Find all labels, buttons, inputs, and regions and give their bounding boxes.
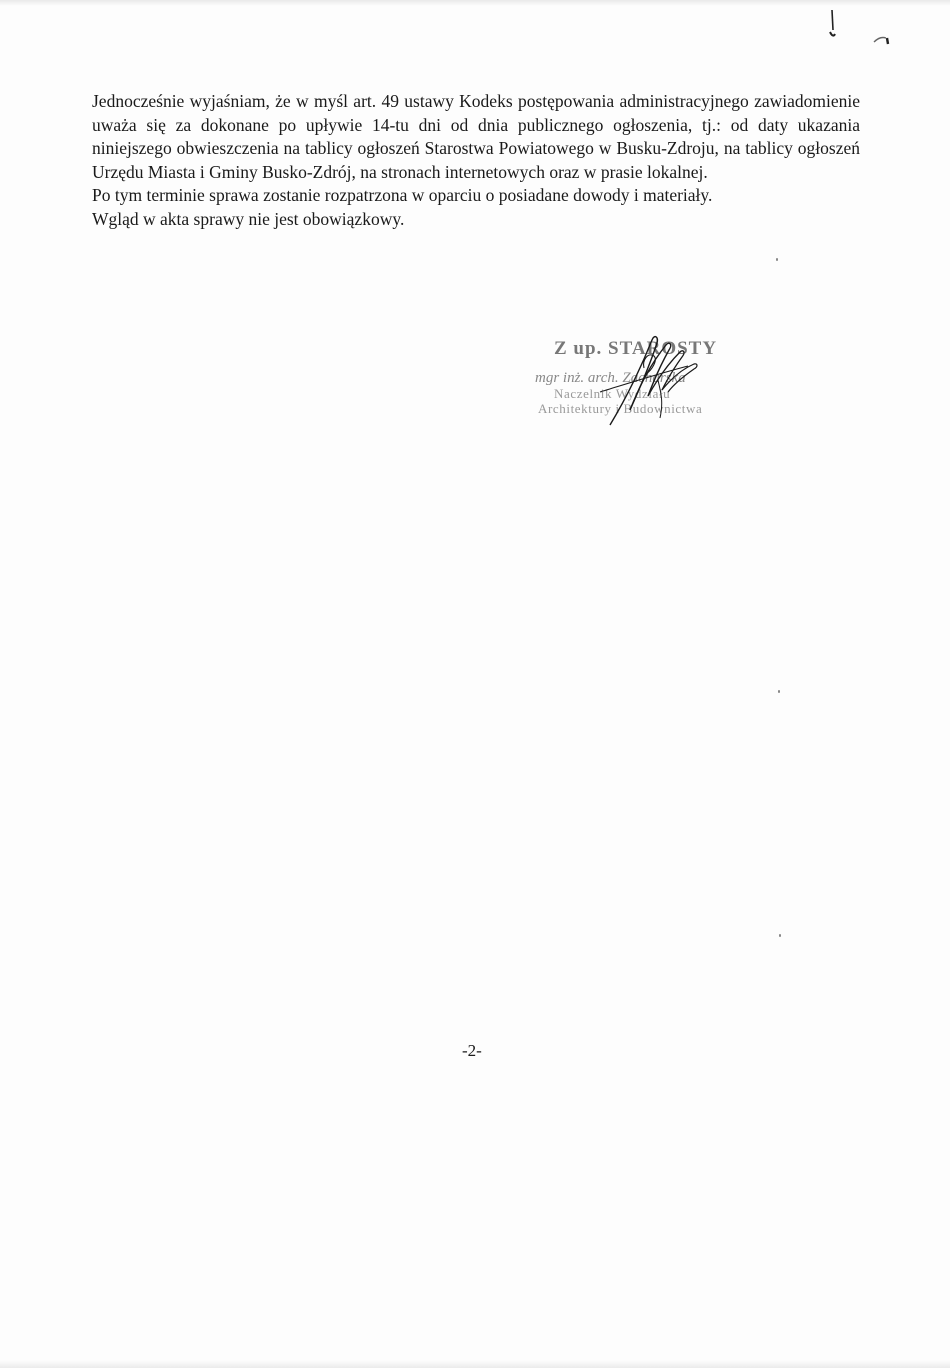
stamp-department: Architektury i Budownictwa <box>538 401 703 416</box>
paragraph-deadline: Po tym terminie sprawa zostanie rozpatrzona w oparciu o posiadane dowody i materiały. <box>92 185 713 206</box>
paragraph-records: Wgląd w akta sprawy nie jest obowiązkowy. <box>92 208 405 229</box>
corner-pen-mark-icon <box>822 8 902 48</box>
stamp-authority: Z up. STAROSTY <box>554 338 718 359</box>
stamp-signatory: mgr inż. arch. Zacharska <box>535 370 686 386</box>
paragraph-notice: Jednocześnie wyjaśniam, że w myśl art. 49 ustawy Kodeks postępowania administracyjnego zawiadomienie uważa się za dokonane po upływie 14-tu dni od dnia publicznego ogłoszenia, tj.: od daty ukazania niniejszego obwieszczenia na tablicy ogłoszeń Starostwa Powiatowego w Busku-Zdroju, na tablicy ogłoszeń Urzędu Miasta i Gminy Busko-Zdrój, na stronach internetowych oraz w prasie lokalnej. <box>92 91 860 182</box>
stamp-position: Naczelnik Wydziału <box>554 386 671 401</box>
scan-speck <box>776 258 778 261</box>
scan-bottom-edge <box>0 1360 950 1368</box>
scan-speck <box>779 934 781 937</box>
page-number: -2- <box>462 1041 482 1060</box>
body-text <box>92 90 860 232</box>
handwritten-signature-icon <box>570 330 710 430</box>
scan-top-edge <box>0 0 950 6</box>
signature-stamp <box>520 330 780 430</box>
scan-speck <box>778 690 780 693</box>
